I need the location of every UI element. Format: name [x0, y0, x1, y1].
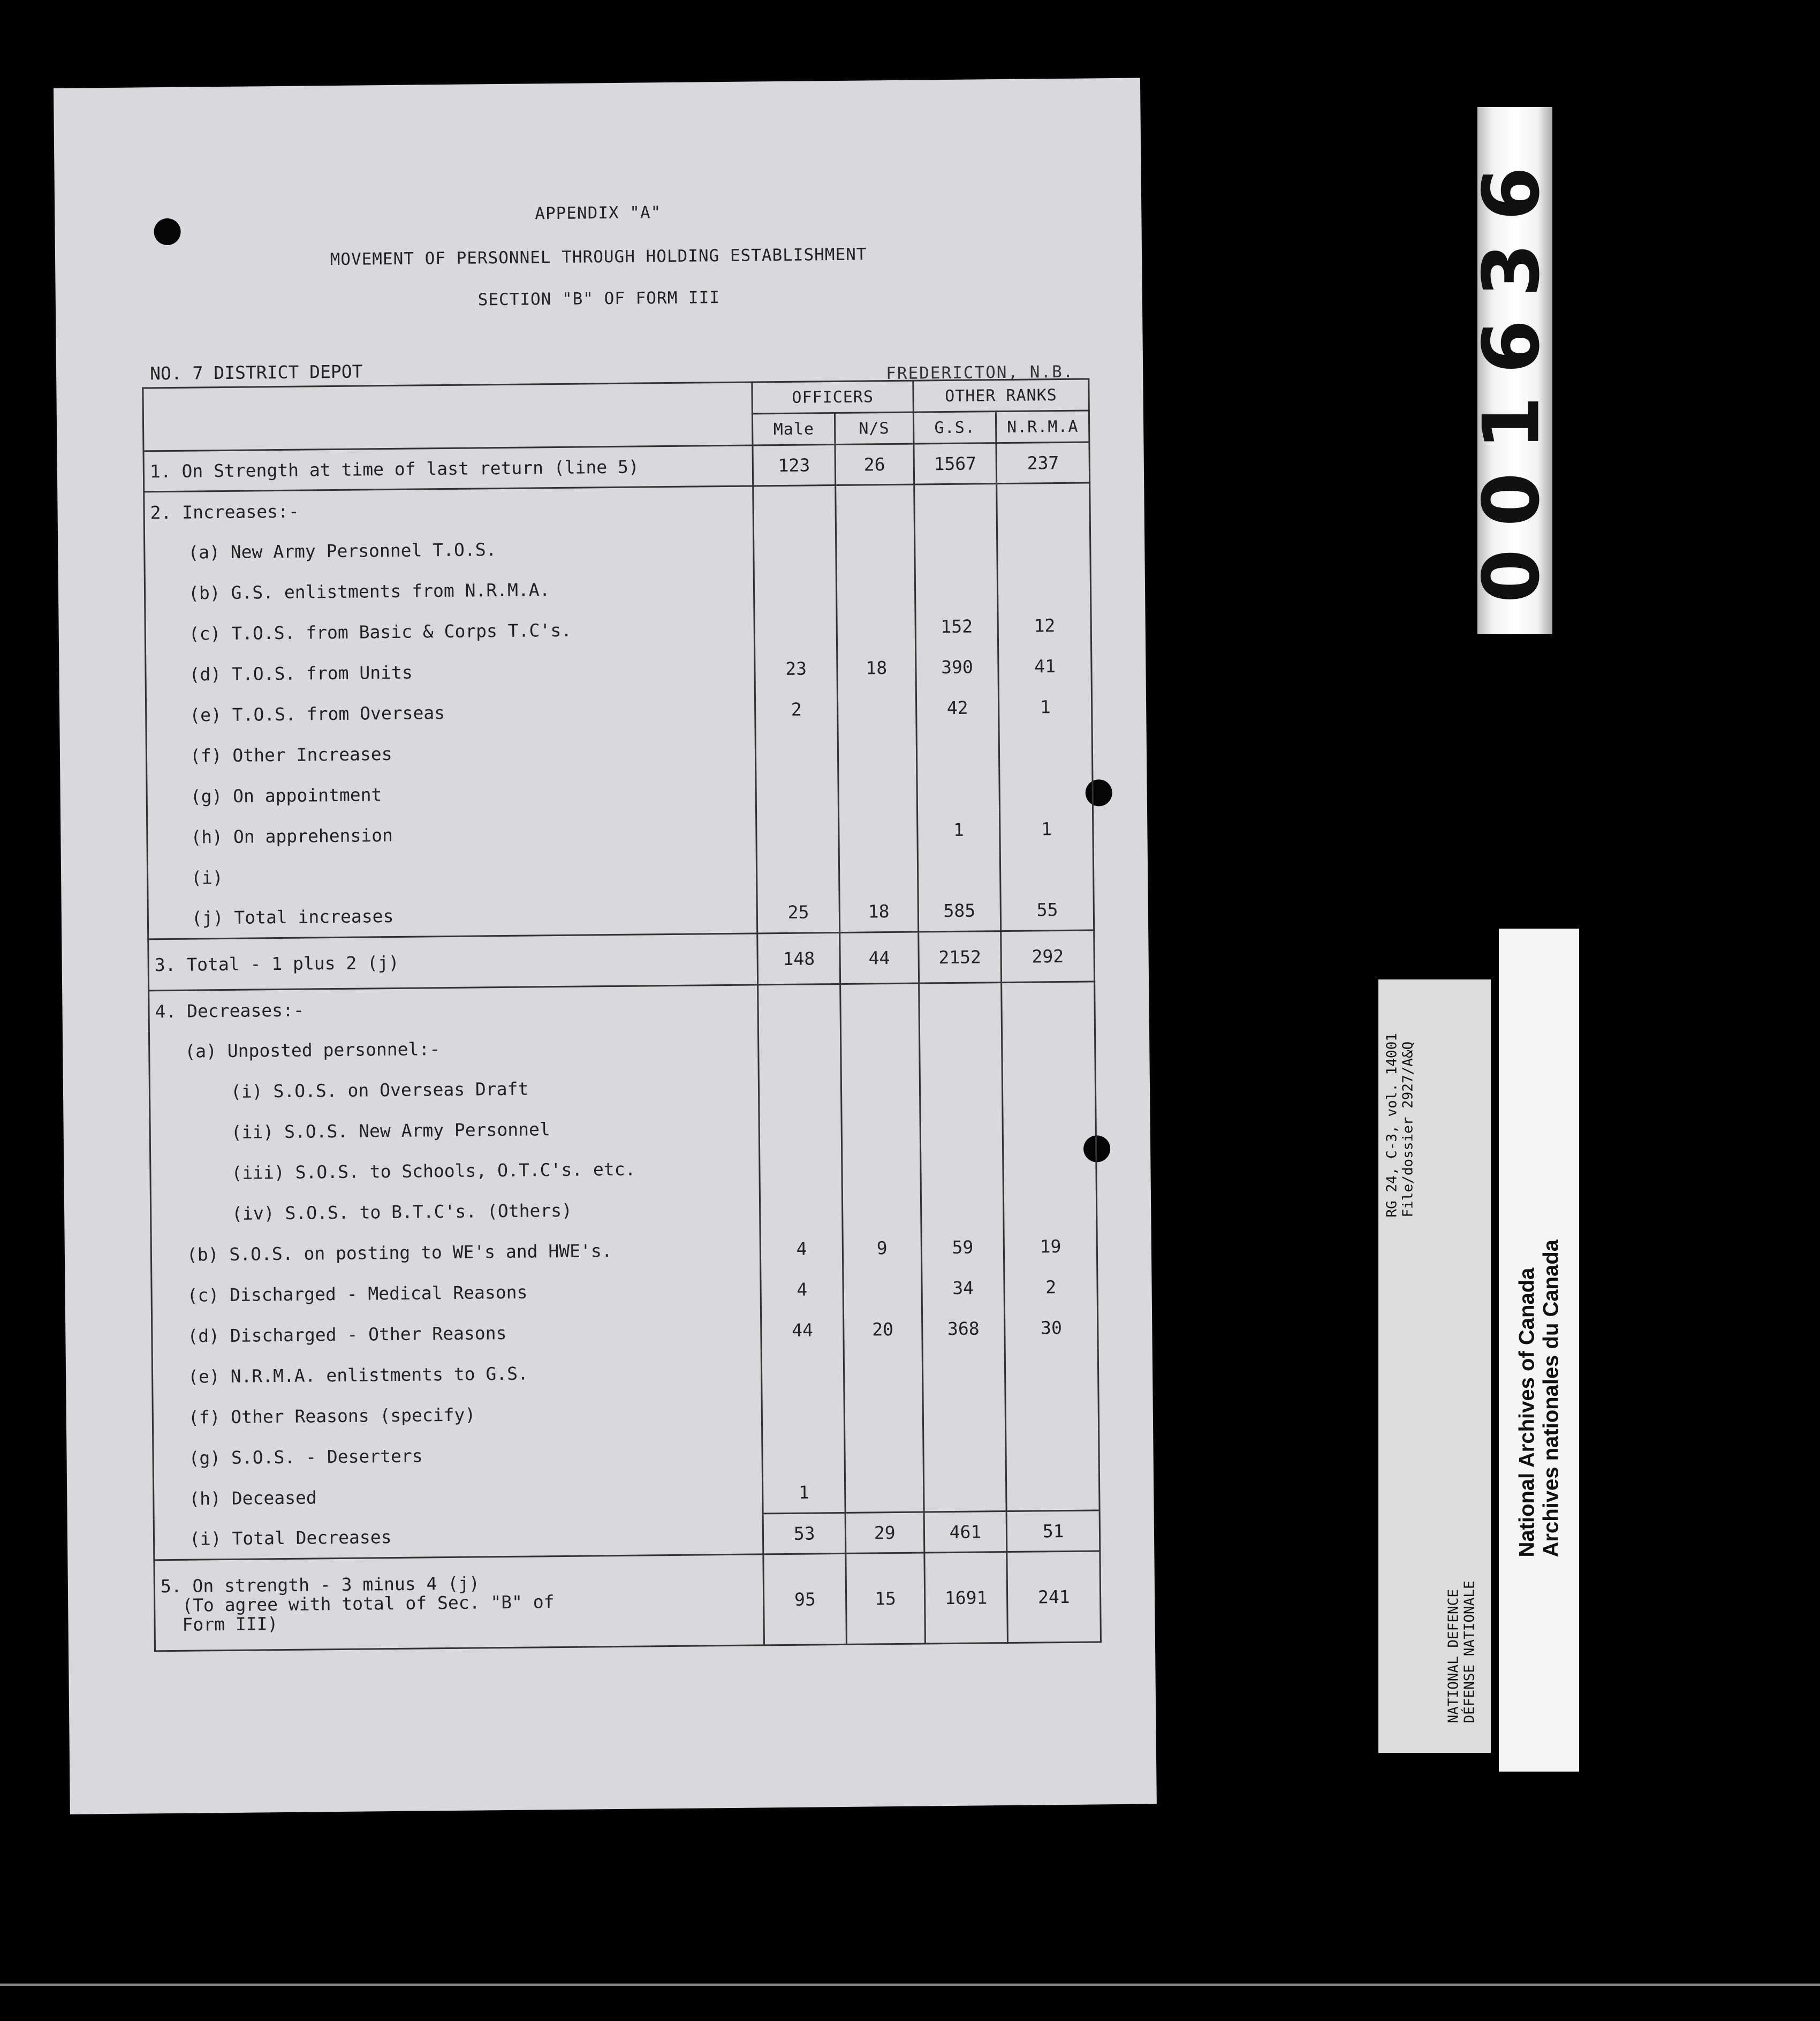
cell-ns: 20: [843, 1309, 922, 1350]
row-label: (a) New Army Personnel T.O.S.: [144, 527, 754, 573]
cell-ns: 18: [837, 647, 916, 688]
cell-nrma: 12: [998, 605, 1091, 647]
cell-gs: 461: [924, 1511, 1007, 1553]
depot-name: NO. 7 DISTRICT DEPOT: [149, 361, 363, 384]
cell-gs: 34: [921, 1267, 1004, 1309]
cell-nrma: 41: [998, 645, 1091, 687]
row-label: (iii) S.O.S. to Schools, O.T.C's. etc.: [150, 1148, 760, 1194]
cell-ns: 18: [839, 891, 919, 932]
cell-gs: 368: [922, 1308, 1005, 1349]
cell-male: 123: [753, 445, 835, 486]
cell-ns: 44: [840, 932, 919, 984]
reference-line: File/dossier 2927/A&Q: [1400, 1041, 1416, 1218]
depot-location: FREDERICTON, N.B.: [886, 362, 1074, 384]
archive-label: [1499, 929, 1579, 1772]
cell-male: 53: [763, 1513, 846, 1554]
cell-gs: 585: [918, 891, 1001, 932]
cell-nrma: 30: [1005, 1307, 1098, 1349]
cell-nrma: 237: [996, 442, 1089, 484]
row-label: (i): [147, 852, 757, 899]
frame-number-strip: [1466, 107, 1557, 634]
movement-table: [142, 378, 1102, 1652]
row-label: (f) Other Reasons (specify): [153, 1392, 762, 1438]
cell-nrma: 19: [1004, 1226, 1097, 1267]
row-label: (g) On appointment: [147, 771, 756, 817]
row-label: (j) Total increases: [148, 893, 757, 939]
row-label: (h) On apprehension: [147, 811, 757, 858]
row-label: (iv) S.O.S. to B.T.C's. (Others): [150, 1188, 760, 1235]
cell-gs: 2152: [918, 931, 1002, 983]
document-title: MOVEMENT OF PERSONNEL THROUGH HOLDING ESTABLISHMENT: [330, 245, 867, 270]
reference-label-text: [1379, 979, 1491, 1753]
archive-label-text: [1499, 929, 1580, 1772]
row-label: (b) S.O.S. on posting to WE's and HWE's.: [151, 1229, 761, 1275]
cell-ns: 9: [843, 1227, 922, 1268]
cell-male: 148: [757, 932, 840, 984]
other-ranks-header: OTHER RANKS: [913, 379, 1089, 412]
divider: [0, 1984, 1820, 1986]
cell-nrma: 2: [1004, 1266, 1097, 1308]
cell-male: 23: [755, 648, 837, 689]
row-label-group: [154, 1554, 764, 1651]
row-label: (d) Discharged - Other Reasons: [152, 1310, 762, 1357]
cell-gs: 42: [916, 687, 999, 728]
cell-male: 44: [761, 1309, 844, 1350]
row-label: (h) Deceased: [153, 1473, 763, 1519]
cell-nrma: 292: [1001, 930, 1095, 983]
cell-gs: 1: [917, 809, 1000, 850]
row-label: (i) Total Decreases: [154, 1514, 763, 1560]
row-label: 5. On strength - 3 minus 4 (j): [160, 1572, 480, 1597]
row-label: (c) Discharged - Medical Reasons: [151, 1270, 761, 1316]
cell-nrma: 55: [1000, 890, 1094, 931]
cell-nrma: 1: [1000, 808, 1093, 850]
cell-gs: 59: [921, 1227, 1004, 1268]
row-label: 3. Total - 1 plus 2 (j): [148, 933, 758, 991]
section-title: SECTION "B" OF FORM III: [477, 288, 721, 310]
cell-male: 95: [763, 1553, 846, 1645]
document-page: [54, 78, 1157, 1814]
frame-number: 001636: [1466, 144, 1557, 603]
ns-header: N/S: [835, 412, 913, 444]
table-row: [154, 1551, 1101, 1651]
cell-gs: 152: [915, 606, 998, 647]
cell-nrma: 51: [1006, 1510, 1099, 1552]
row-label: 1. On Strength at time of last return (line 5): [143, 445, 753, 492]
row-label-note: (To agree with total of Sec. "B" of: [182, 1591, 555, 1616]
department-name: DÉFENSE NATIONALE: [1461, 1581, 1478, 1723]
cell-gs: 1567: [914, 443, 997, 484]
row-label: (f) Other Increases: [146, 730, 756, 777]
appendix-title: APPENDIX "A": [535, 203, 662, 224]
officers-header: OFFICERS: [752, 381, 913, 414]
row-label: (e) T.O.S. from Overseas: [146, 689, 755, 736]
row-label-note: Form III): [182, 1613, 278, 1635]
row-label: (g) S.O.S. - Deserters: [153, 1432, 763, 1479]
row-label: (ii) S.O.S. New Army Personnel: [150, 1107, 760, 1153]
cell-male: 4: [760, 1228, 843, 1269]
cell-ns: 26: [835, 444, 914, 485]
reference-line: RG 24, C-3, vol. 14001: [1384, 1033, 1400, 1218]
cell-ns: 29: [845, 1512, 924, 1553]
row-label: (b) G.S. enlistments from N.R.M.A.: [145, 567, 754, 614]
cell-nrma: 1: [999, 686, 1092, 728]
cell-nrma: 241: [1007, 1551, 1101, 1643]
cell-male: 25: [757, 892, 839, 933]
cell-male: 4: [761, 1268, 843, 1310]
cell-ns: 15: [846, 1553, 925, 1644]
reference-label: [1378, 979, 1491, 1753]
nrma-header: N.R.M.A: [996, 411, 1089, 443]
row-label: (i) S.O.S. on Overseas Draft: [149, 1066, 759, 1113]
row-label: (d) T.O.S. from Units: [146, 649, 755, 695]
cell-gs: 1691: [924, 1552, 1008, 1644]
row-label: 2. Increases:-: [144, 486, 754, 533]
cell-male: 1: [763, 1472, 845, 1513]
cell-gs: 390: [915, 647, 998, 688]
row-label: (c) T.O.S. from Basic & Corps T.C's.: [145, 608, 755, 655]
department-name: NATIONAL DEFENCE: [1445, 1589, 1462, 1723]
table-row: [148, 930, 1095, 991]
male-header: Male: [753, 413, 835, 445]
row-label: (a) Unposted personnel:-: [149, 1025, 759, 1072]
label-header: [143, 382, 753, 451]
archive-name-fr: Archives nationales du Canada: [1539, 1239, 1563, 1557]
cell-male: 2: [755, 688, 838, 730]
row-label: (e) N.R.M.A. enlistments to G.S.: [152, 1351, 762, 1397]
gs-header: G.S.: [913, 412, 996, 444]
archive-name-en: National Archives of Canada: [1515, 1267, 1539, 1557]
row-label: 4. Decreases:-: [149, 985, 759, 1031]
